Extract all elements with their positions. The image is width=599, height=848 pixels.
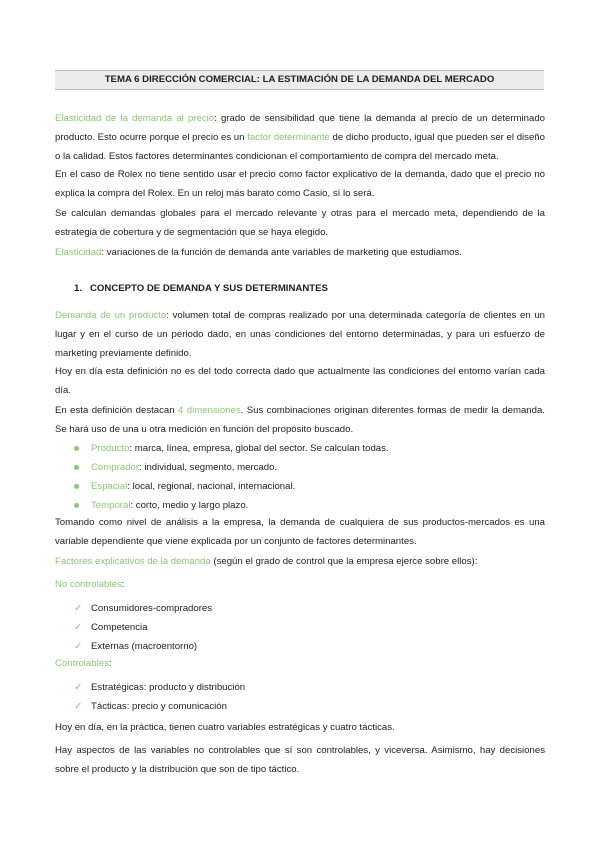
- checkmark-icon: ✓: [74, 641, 83, 652]
- label-no-controllable: No controlables:: [55, 579, 125, 590]
- paragraph-factors: Factores explicativos de la demanda (según el grado de control que la empresa ejerce sobre ellos):: [55, 556, 478, 567]
- bullet-icon: [74, 484, 79, 489]
- list-item: Comprador: individual, segmento, mercado.: [74, 458, 389, 477]
- term-price-elasticity: Elasticidad de la demanda al precio: [55, 113, 215, 124]
- term-four-dimensions: 4 dimensiones: [178, 405, 241, 416]
- checkmark-icon: ✓: [74, 682, 83, 693]
- list-item: ✓ Estratégicas: producto y distribución: [74, 678, 245, 697]
- term-elasticity: Elasticidad: [55, 247, 102, 258]
- paragraph-dimensions-intro: En esta definición destacan 4 dimensiones. Sus combinaciones originan diferentes formas de medir la demanda. Se hará uso de una u otra medición en función del propósito buscado.: [55, 405, 545, 435]
- section-heading: [74, 283, 328, 294]
- list-item: ✓ Externas (macroentorno): [74, 637, 212, 656]
- document-title: TEMA 6 DIRECCIÓN COMERCIAL: LA ESTIMACIÓN DE LA DEMANDA DEL MERCADO: [55, 70, 544, 90]
- list-item: Producto: marca, línea, empresa, global del sector. Se calculan todas.: [74, 439, 389, 458]
- paragraph-elasticity: Elasticidad: variaciones de la función de demanda ante variables de marketing que estudiamos.: [55, 247, 462, 258]
- paragraph-analysis-level: Tomando como nivel de análisis a la empresa, la demanda de cualquiera de sus productos-mercados es una variable dependiente que viene explicada por un conjunto de factores determinantes.: [55, 517, 545, 547]
- checkmark-icon: ✓: [74, 603, 83, 614]
- label-controllable: Controlables:: [55, 658, 112, 669]
- list-item: Espacial: local, regional, nacional, internacional.: [74, 477, 389, 496]
- list-item: Temporal: corto, medio y largo plazo.: [74, 496, 389, 515]
- no-controllable-list: [74, 599, 212, 656]
- term-explanatory-factors: Factores explicativos de la demanda: [55, 556, 211, 567]
- paragraph-demand-definition: Demanda de un producto: volumen total de compras realizado por una determinada categoría de clientes en un lugar y en el curso de un periodo dado, en unas condiciones del entorno determinadas, y para un esfuerzo de marketing previamente definido.: [55, 310, 545, 359]
- section-title: CONCEPTO DE DEMANDA Y SUS DETERMINANTES: [90, 283, 328, 294]
- paragraph-global-demands: Se calculan demandas globales para el mercado relevante y otras para el mercado meta, dependiendo de la estrategia de cobertura y de segmentación que se haya elegido.: [55, 208, 545, 238]
- checkmark-icon: ✓: [74, 622, 83, 633]
- paragraph-definition-note: Hoy en día esta definición no es del todo correcta dado que actualmente las condiciones del entorno varían cada día.: [55, 366, 545, 396]
- list-item: ✓ Consumidores-compradores: [74, 599, 212, 618]
- bullet-icon: [74, 465, 79, 470]
- checkmark-icon: ✓: [74, 701, 83, 712]
- paragraph-variables-aspects: Hay aspectos de las variables no controlables que sí son controlables, y viceversa. Asimismo, hay decisiones sobre el producto y la distribución que son de tipo táctico.: [55, 745, 545, 775]
- paragraph-variables-count: Hoy en día, en la práctica, tienen cuatro variables estratégicas y cuatro tácticas.: [55, 722, 395, 733]
- section-number: 1.: [74, 283, 83, 294]
- controllable-list: [74, 678, 245, 716]
- bullet-icon: [74, 446, 79, 451]
- list-item: ✓ Tácticas: precio y comunicación: [74, 697, 245, 716]
- dimensions-list: [74, 439, 389, 515]
- term-product-demand: Demanda de un producto: [55, 310, 167, 321]
- term-determining-factor: factor determinante: [247, 132, 330, 143]
- paragraph-price-elasticity: Elasticidad de la demanda al precio: grado de sensibilidad que tiene la demanda al precio de un determinado producto. Esto ocurre porque el precio es un factor determinante de dicho producto, igual que pueden ser el diseño o la calidad. Estos factores determinantes condicionan el comportamiento de compra del mercado meta.: [55, 113, 545, 162]
- bullet-icon: [74, 503, 79, 508]
- paragraph-rolex-example: En el caso de Rolex no tiene sentido usar el precio como factor explicativo de la demanda, dado que el precio no explica la compra del Rolex. En un reloj más barato como Casio, sí lo será.: [55, 169, 545, 199]
- list-item: ✓ Competencia: [74, 618, 212, 637]
